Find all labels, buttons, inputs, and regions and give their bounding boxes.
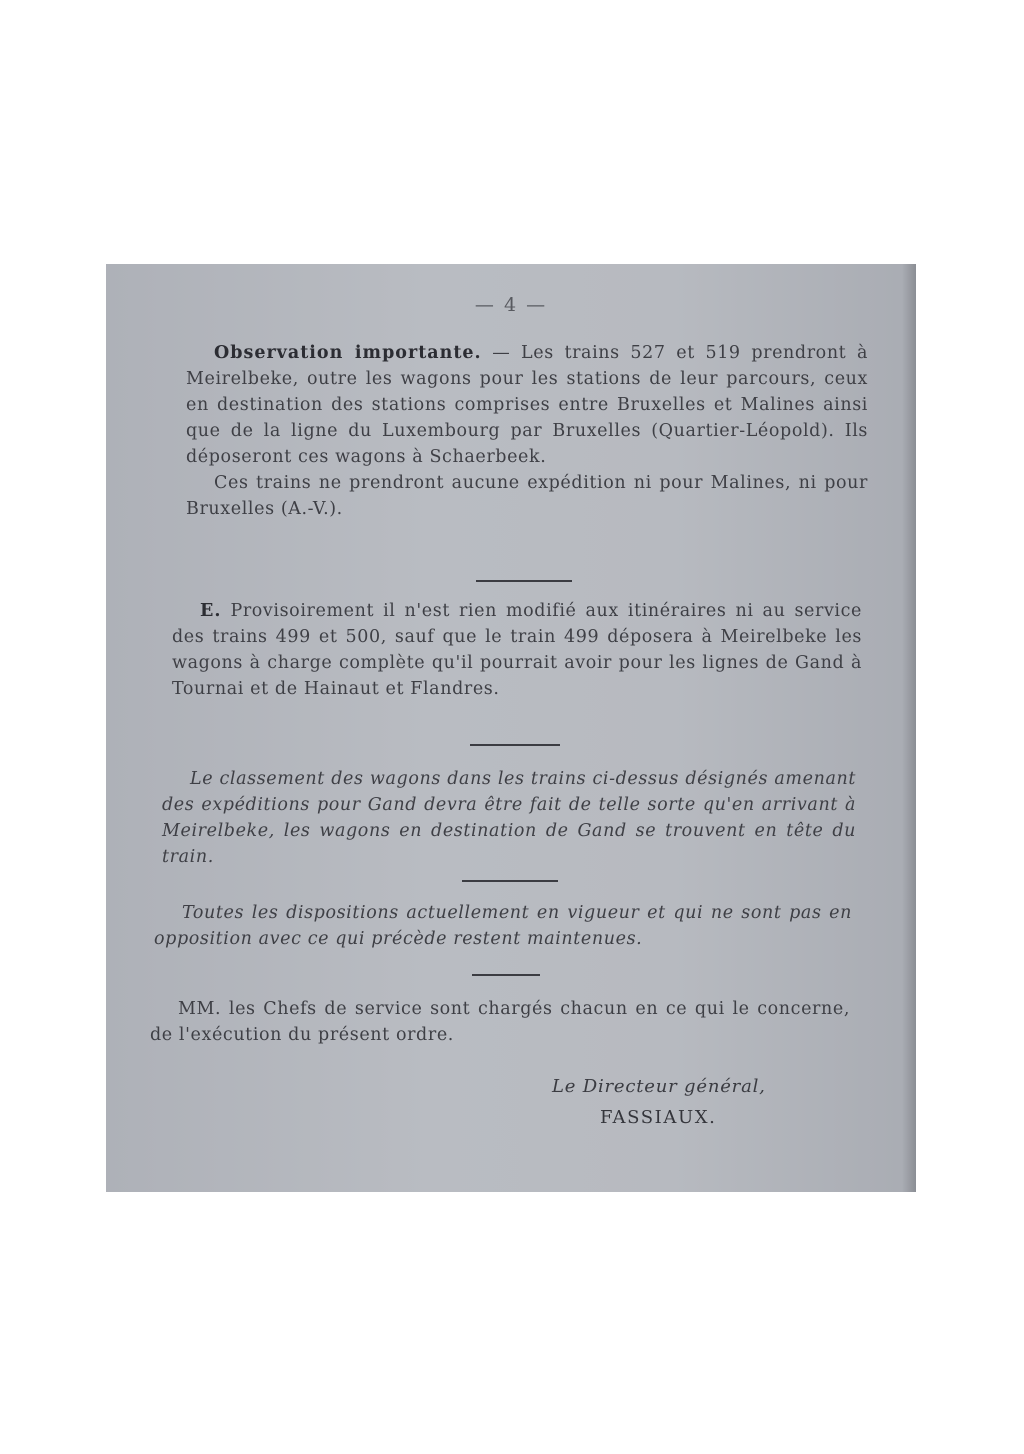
- italic-note-1: [162, 766, 856, 870]
- signature-name: FASSIAUX.: [600, 1107, 717, 1128]
- observation-second-paragraph: Ces trains ne prendront aucune expédition ni pour Malines, ni pour Bruxelles (A.-V.).: [186, 473, 868, 519]
- closing-text: MM. les Chefs de service sont chargés chacun en ce qui le concerne, de l'exécution du présent ordre.: [150, 999, 850, 1045]
- scanned-page: [106, 264, 916, 1192]
- separator-rule: [470, 744, 560, 746]
- separator-rule: [472, 974, 540, 976]
- section-e-text: Provisoirement il n'est rien modifié aux itinéraires ni au service des trains 499 et 500, sauf que le train 499 déposera à Meirelbeke les wagons à charge complète qu'il pourrait avoir pour les lignes de Gand à Tournai et de Hainaut et Flandres.: [172, 601, 862, 699]
- observation-paragraph: [186, 340, 868, 470]
- observation-text: — Les trains 527 et 519 prendront à Meirelbeke, outre les wagons pour les stations de leur parcours, ceux en destination des stations comprises entre Bruxelles et Malines ainsi que de la ligne du Luxembourg par Bruxelles (Quartier-Léopold). Ils déposeront ces wagons à Schaerbeek.: [186, 343, 868, 467]
- italic-note-2-text: Toutes les dispositions actuellement en vigueur et qui ne sont pas en opposition avec ce qui précède restent maintenues.: [154, 903, 852, 949]
- signature-title: Le Directeur général,: [552, 1076, 766, 1097]
- closing-block: [150, 996, 850, 1048]
- separator-rule: [462, 880, 558, 882]
- italic-note-2: [154, 900, 852, 952]
- separator-rule: [476, 580, 572, 582]
- observation-block: [186, 340, 868, 522]
- section-e-letter: E.: [200, 601, 222, 621]
- page-number: — 4 —: [474, 294, 548, 316]
- section-e-paragraph: [172, 598, 862, 702]
- section-e-block: [172, 598, 862, 702]
- observation-heading: Observation importante.: [214, 343, 482, 363]
- italic-note-1-text: Le classement des wagons dans les trains ci-dessus désignés amenant des expéditions pour Gand devra être fait de telle sorte qu'en arrivant à Meirelbeke, les wagons en destination de Gand se trouvent en tête du train.: [162, 769, 856, 867]
